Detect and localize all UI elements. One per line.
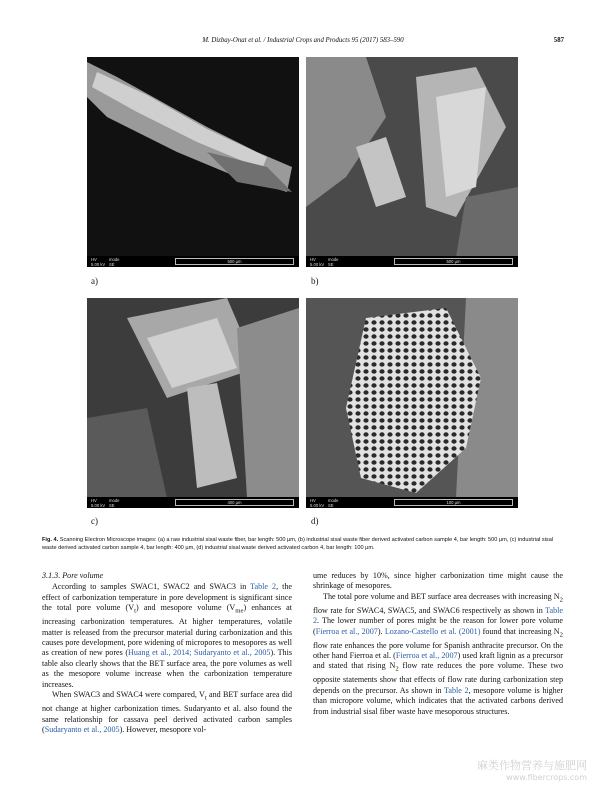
sem-databar-a: HV 5.00 kV mode SE 500 µm bbox=[87, 256, 299, 267]
right-column bbox=[313, 571, 563, 717]
citation-link[interactable]: Huang et al., 2014; Sudaryanto et al., 2005 bbox=[128, 648, 271, 658]
figure-caption: Fig. 4. Scanning Electron Microscope images: (a) a raw industrial sisal waste fiber, bar length: 500 µm, (b) industrial sisal waste fiber derived activated carbon sample 4, bar length: 500 µm, (c) industrial sisal waste derived activated carbon sample 4, bar length: 400 µm, (d) industrial sisal waste derived activated carbon 4, bar length: 100 µm. bbox=[42, 537, 554, 551]
sem-image-a bbox=[87, 57, 299, 267]
journal-citation: M. Dizbay-Onat et al. / Industrial Crops and Products 95 (2017) 583–590 bbox=[202, 37, 404, 44]
scale-bar-a: 500 µm bbox=[175, 258, 294, 265]
panel-label-d: d) bbox=[311, 516, 319, 526]
panel-label-a: a) bbox=[91, 276, 98, 286]
citation-link[interactable]: Fierroa et al., 2007 bbox=[395, 651, 458, 661]
page-number: 587 bbox=[553, 37, 564, 44]
citation-link[interactable]: Lozano-Castello et al. (2001) bbox=[384, 626, 481, 636]
panel-label-b: b) bbox=[311, 276, 319, 286]
paragraph: According to samples SWAC1, SWAC2 and SWAC3 in Table 2, the effect of carbonization temperature in pore development is significant since the total pore volume $(V_t)$ and mesopore volume $(V_{me})$ enhances at increasing carbonization temperatures. At higher temperatures, volatile matter is released from the precursor material during carbonization and this causes pore development, pore widening of micropores to mesopores as well as creation of new pores (Huang et al., 2014; Sudaryanto et al., 2005). This table also clearly shows that the BET surface area, the pore volumes as well as the mesopore volume increase when the carbonization temperature increases. bbox=[42, 582, 293, 689]
watermark: 麻类作物营养与施肥网 www.fibercrops.com bbox=[477, 759, 587, 782]
sem-micrograph-b bbox=[306, 57, 518, 257]
citation-link[interactable]: Fierroa et al., 2007 bbox=[315, 626, 378, 636]
paragraph: When SWAC3 and SWAC4 were compared, $V_t$ and BET surface area did not change at higher carbonization times. Sudaryanto et al. also found the same relationship for cassava peel derived activated carbon samples (Sudaryanto et al., 2005). However, mesopore vol- bbox=[42, 690, 292, 734]
paragraph: The total pore volume and BET surface area decreases with increasing $N_2$ flow rate for SWAC4, SWAC5, and SWAC6 respectively as shown in Table 2. The lower number of pores might be the reason for lower pore volume (Fierroa et al., 2007). Lozano-Castello et al. (2001) found that increasing $N_2$ flow rate enhances the pore volume for Spanish anthracite precursor. On the other hand Fierroa et al. (Fierroa et al., 2007) used kraft lignin as a precursor and stated that rising $N_2$ flow rate reduces the pore volume. These two opposite statements show that effects of flow rate during carbonization step depends on the precursor. As shown in Table 2, mesopore volume is higher than micropore volume, which indicates that the activated carbons derived from industrial sisal fiber waste have mesoporous structures. bbox=[313, 591, 564, 716]
sem-databar-c: HV 5.00 kV mode SE 400 µm bbox=[87, 497, 299, 508]
table-link[interactable]: Table 2 bbox=[250, 582, 277, 592]
sem-image-d bbox=[306, 298, 518, 508]
sem-micrograph-a bbox=[87, 57, 299, 257]
citation-link[interactable]: Sudaryanto et al., 2005 bbox=[44, 724, 120, 734]
table-link[interactable]: Table 2 bbox=[444, 685, 469, 695]
scale-bar-b: 500 µm bbox=[394, 258, 513, 265]
left-column bbox=[42, 571, 292, 735]
sem-micrograph-c bbox=[87, 298, 299, 498]
subsection-heading: 3.1.3. Pore volume bbox=[42, 571, 104, 580]
scale-bar-c: 400 µm bbox=[175, 499, 294, 506]
table-link[interactable]: Table 2 bbox=[313, 605, 563, 626]
panel-label-c: c) bbox=[91, 516, 98, 526]
paragraph: ume reduces by 10%, since higher carbonization time might cause the shrinkage of mesopores. bbox=[313, 571, 563, 591]
sem-databar-b: HV 5.00 kV mode SE 500 µm bbox=[306, 256, 518, 267]
running-header bbox=[42, 37, 564, 49]
scale-bar-d: 100 µm bbox=[394, 499, 513, 506]
sem-databar-d: HV 5.00 kV mode SE 100 µm bbox=[306, 497, 518, 508]
sem-micrograph-d bbox=[306, 298, 518, 498]
sem-image-c bbox=[87, 298, 299, 508]
sem-image-b bbox=[306, 57, 518, 267]
